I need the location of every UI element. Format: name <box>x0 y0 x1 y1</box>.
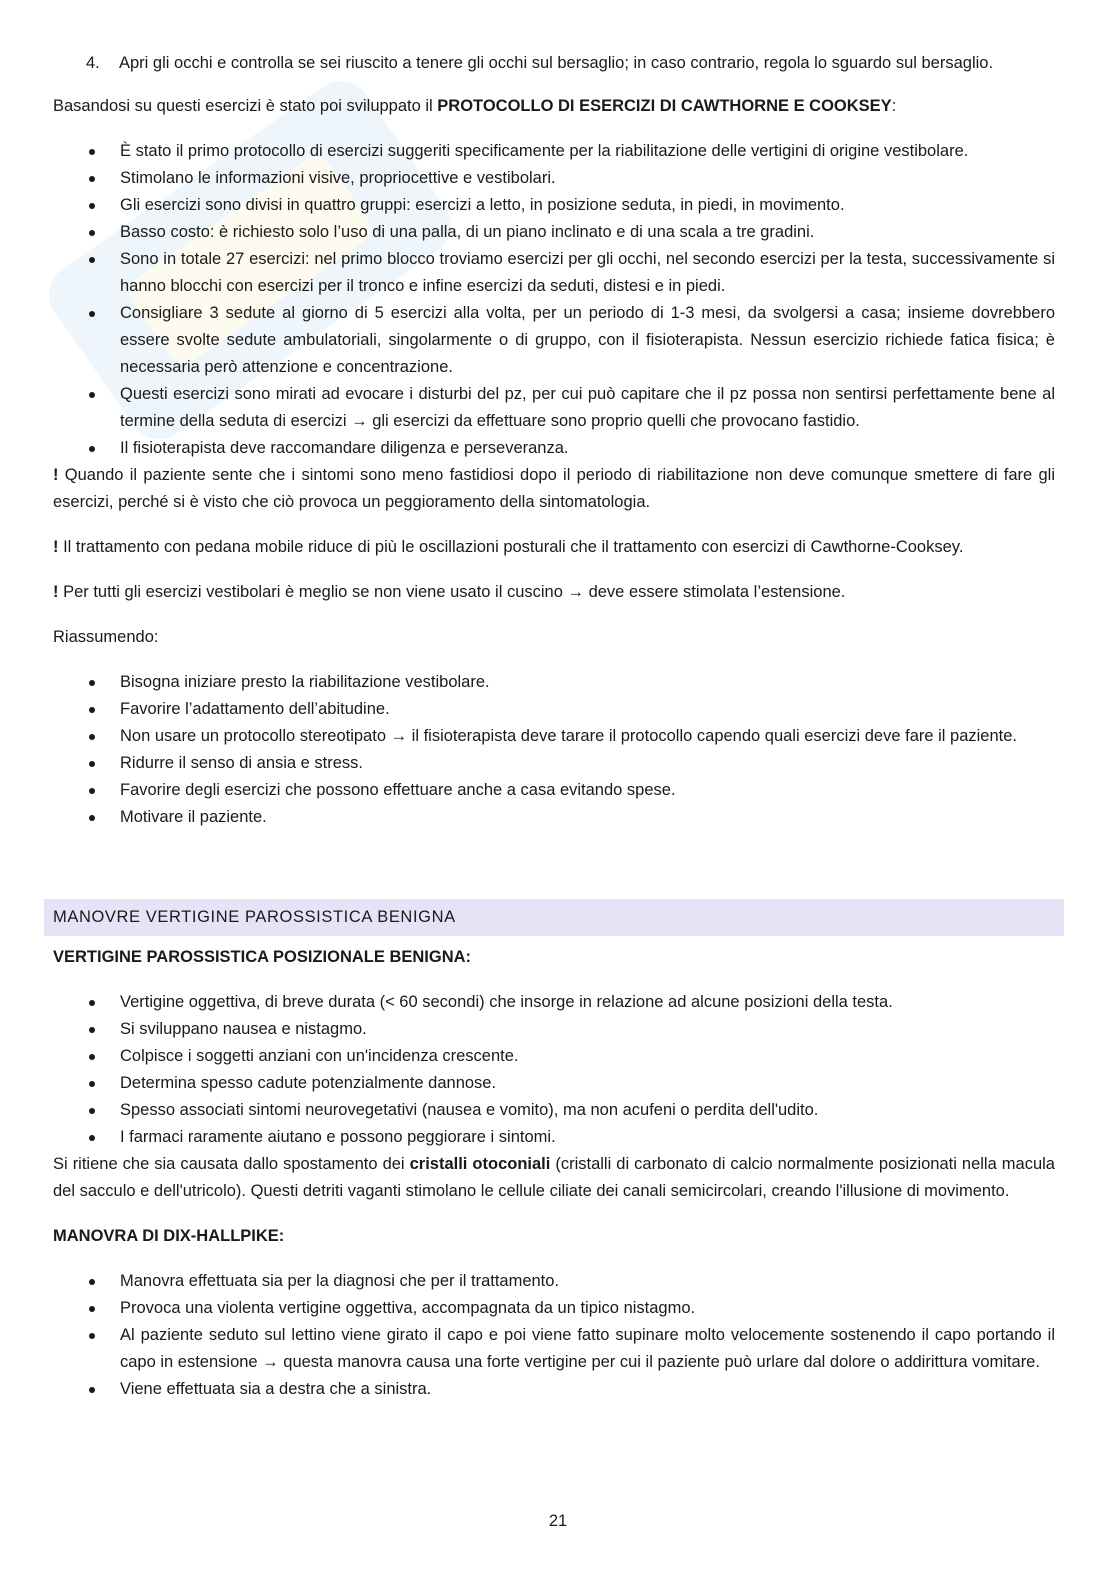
list-item: Questi esercizi sono mirati ad evocare i disturbi del pz, per cui può capitare che il pz possa non sentirsi perfettamente bene al termine della seduta di esercizi → gli esercizi da effettuare sono proprio quelli che provocano fastidio. <box>53 381 1055 435</box>
note-mark: ! <box>53 466 59 484</box>
page-number: 21 <box>548 1512 568 1530</box>
list-item: Favorire degli esercizi che possono effettuare anche a casa evitando spese. <box>53 777 1055 804</box>
note-mark: ! <box>53 583 59 601</box>
list-item: Viene effettuata sia a destra che a sinistra. <box>53 1376 1055 1403</box>
section-heading: MANOVRE VERTIGINE PAROSSISTICA BENIGNA <box>44 899 1064 936</box>
page-content-lower <box>53 944 1055 1403</box>
list-item: Manovra effettuata sia per la diagnosi che per il trattamento. <box>53 1268 1055 1295</box>
list-item: Vertigine oggettiva, di breve durata (< 60 secondi) che insorge in relazione ad alcune posizioni della testa. <box>53 989 1055 1016</box>
list-item: Determina spesso cadute potenzialmente dannose. <box>53 1070 1055 1097</box>
list-item: Favorire l’adattamento dell’abitudine. <box>53 696 1055 723</box>
protocol-intro: Basandosi su questi esercizi è stato poi sviluppato il PROTOCOLLO DI ESERCIZI DI CAWTHORNE E COOKSEY: <box>53 97 897 115</box>
list-item: Spesso associati sintomi neurovegetativi (nausea e vomito), ma non acufeni o perdita dell'udito. <box>53 1097 1055 1124</box>
dix-list <box>53 1268 1055 1403</box>
list-item: I farmaci raramente aiutano e possono peggiorare i sintomi. <box>53 1124 1055 1151</box>
list-item: Si sviluppano nausea e nistagmo. <box>53 1016 1055 1043</box>
note-mark: ! <box>53 538 59 556</box>
list-item: Consigliare 3 sedute al giorno di 5 esercizi alla volta, per un periodo di 1-3 mesi, da svolgersi a casa; insieme dovrebbero essere svolte sedute ambulatoriali, singolarmente o di gruppo, con il fisioterapista. Nessun esercizio richiede fatica fisica; è necessaria però attenzione e concentrazione. <box>53 300 1055 381</box>
list-item: Motivare il paziente. <box>53 804 1055 831</box>
note-paragraph: ! Il trattamento con pedana mobile riduce di più le oscillazioni posturali che il trattamento con esercizi di Cawthorne-Cooksey. <box>53 538 964 556</box>
list-item: Stimolano le informazioni visive, propriocettive e vestibolari. <box>53 165 1055 192</box>
cause-term: cristalli otoconiali <box>409 1155 551 1173</box>
list-item: Sono in totale 27 esercizi: nel primo blocco troviamo esercizi per gli occhi, nel secondo esercizi per la testa, successivamente si hanno blocchi con esercizi per il tronco e infine esercizi da seduti, distesi e in piedi. <box>53 246 1055 300</box>
list-item: Colpisce i soggetti anziani con un'incidenza crescente. <box>53 1043 1055 1070</box>
step-number: 4. <box>86 54 100 72</box>
protocol-name: PROTOCOLLO DI ESERCIZI DI CAWTHORNE E COOKSEY <box>437 97 892 115</box>
vppb-list <box>53 989 1055 1151</box>
cause-paragraph: Si ritiene che sia causata dallo spostamento dei cristalli otoconiali (cristalli di carbonato di calcio normalmente posizionati nella macula del sacculo e dell'utricolo). Questi detriti vaganti stimolano le cellule ciliate dei canali semicircolari, creando l'illusione di movimento. <box>53 1155 1055 1200</box>
list-item: Basso costo: è richiesto solo l’uso di una palla, di un piano inclinato e di una scala a tre gradini. <box>53 219 1055 246</box>
list-item: Non usare un protocollo stereotipato → il fisioterapista deve tarare il protocollo capendo quali esercizi deve fare il paziente. <box>53 723 1055 750</box>
list-item: Gli esercizi sono divisi in quattro gruppi: esercizi a letto, in posizione seduta, in piedi, in movimento. <box>53 192 1055 219</box>
list-item: È stato il primo protocollo di esercizi suggeriti specificamente per la riabilitazione delle vertigini di origine vestibolare. <box>53 138 1055 165</box>
note-paragraph: ! Quando il paziente sente che i sintomi sono meno fastidiosi dopo il periodo di riabilitazione non deve comunque smettere di fare gli esercizi, perché si è visto che ciò provoca un peggioramento della sintomatologia. <box>53 466 1055 511</box>
summary-list <box>53 669 1055 831</box>
vppb-title: VERTIGINE PAROSSISTICA POSIZIONALE BENIGNA: <box>53 948 472 966</box>
summary-label: Riassumendo: <box>53 628 159 646</box>
list-item: Bisogna iniziare presto la riabilitazione vestibolare. <box>53 669 1055 696</box>
protocol-list <box>53 138 1055 462</box>
list-item: Il fisioterapista deve raccomandare diligenza e perseveranza. <box>53 435 1055 462</box>
note-paragraph: ! Per tutti gli esercizi vestibolari è meglio se non viene usato il cuscino → deve essere stimolata l’estensione. <box>53 583 846 601</box>
list-item: Al paziente seduto sul lettino viene girato il capo e poi viene fatto supinare molto velocemente sostenendo il capo portando il capo in estensione → questa manovra causa una forte vertigine per cui il paziente può urlare dal dolore o addirittura vomitare. <box>53 1322 1055 1376</box>
step-text: Apri gli occhi e controlla se sei riuscito a tenere gli occhi sul bersaglio; in caso contrario, regola lo sguardo sul bersaglio. <box>119 54 994 72</box>
list-item: Ridurre il senso di ansia e stress. <box>53 750 1055 777</box>
list-item: Provoca una violenta vertigine oggettiva, accompagnata da un tipico nistagmo. <box>53 1295 1055 1322</box>
dix-title: MANOVRA DI DIX-HALLPIKE: <box>53 1227 285 1245</box>
numbered-step <box>53 50 1055 77</box>
page-content <box>53 50 1055 831</box>
